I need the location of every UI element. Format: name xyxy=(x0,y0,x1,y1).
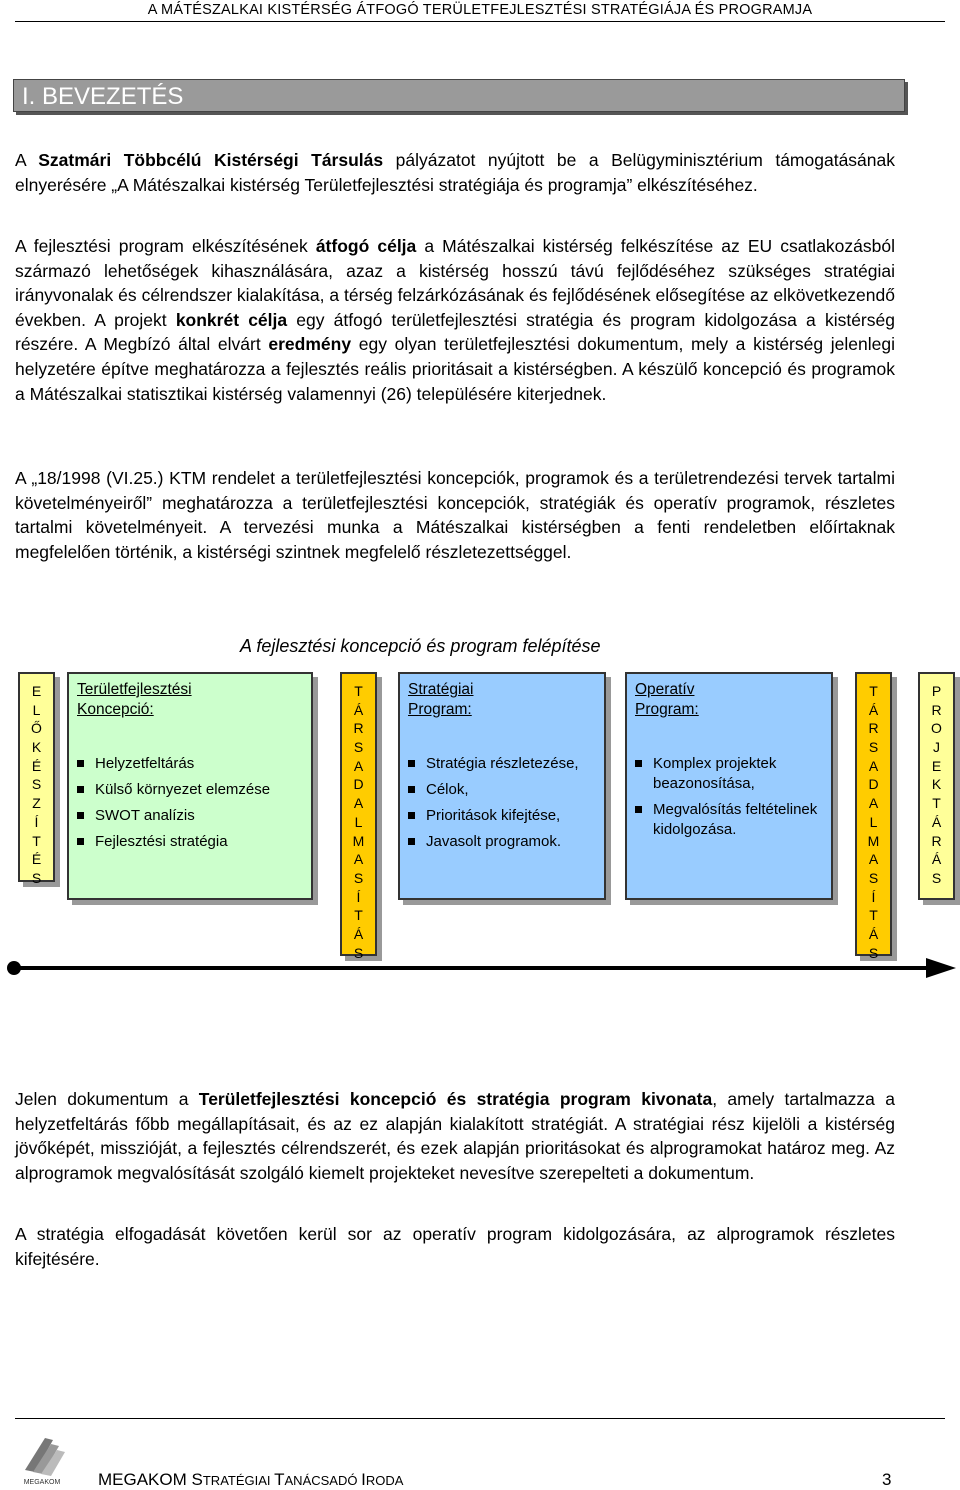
operative-list xyxy=(635,754,831,846)
vertical-letter: R xyxy=(868,720,879,737)
vertical-letter: Á xyxy=(353,701,364,718)
vertical-letter: É xyxy=(31,851,42,868)
vertical-letter: Á xyxy=(931,851,942,868)
vertical-letter: R xyxy=(931,701,942,718)
vertical-letter: T xyxy=(932,795,941,812)
vertical-letter: L xyxy=(32,701,41,718)
vertical-letter: S xyxy=(353,739,364,756)
vertical-letter: S xyxy=(353,944,364,961)
section-heading: I. BEVEZETÉS xyxy=(22,83,184,110)
list-item: Komplex projektek beazonosítása, xyxy=(635,754,831,794)
project-column xyxy=(918,672,955,900)
vertical-letter: E xyxy=(931,757,942,774)
vertical-letter: D xyxy=(353,776,364,793)
vertical-letter: K xyxy=(31,739,42,756)
footer-company: MEGAKOM STRATÉGIAI TANÁCSADÓ IRODA xyxy=(98,1470,404,1489)
list-item: Helyzetfeltárás xyxy=(77,754,270,774)
concept-box xyxy=(67,672,313,900)
vertical-letter: Í xyxy=(356,888,361,905)
operative-program-box xyxy=(625,672,833,900)
vertical-letter: T xyxy=(869,907,878,924)
vertical-letter: R xyxy=(353,720,364,737)
vertical-letter: Á xyxy=(931,813,942,830)
page-number: 3 xyxy=(882,1470,892,1489)
diagram-title: A fejlesztési koncepció és program felépítése xyxy=(240,636,601,656)
regulation-paragraph: A „18/1998 (VI.25.) KTM rendelet a területfejlesztési koncepciók, programok és a területrendezési tervek tartalmi követelményeiről” meghatározza a területfejlesztési koncepciók, stratégiák és operatív programok, részletes tartalmi követelményeit. A tervezési munka a Mátészalkai kistérségben a fenti rendeletben előírtaknak megfelelően történik, a kistérségi szintnek megfelelő részletezettséggel. xyxy=(15,468,895,562)
vertical-letter: S xyxy=(868,944,879,961)
document-paragraph: Jelen dokumentum a Területfejlesztési koncepció és stratégia program kivonata, amely tartalmazza a helyzetfeltárás főbb megállapításait, és az ez alapján kialakított stratégiát. A stratégiai rész kijelöli a kistérség jövőképét, misszióját, a fejlesztés célrendszerét, és ezek alapján prioritásokat és alprogramokat határoz meg. Az alprogramok megvalósítását szolgáló kiemelt projekteket nevesítve szerepelteti a dokumentum. xyxy=(15,1089,895,1183)
vertical-letter: A xyxy=(353,757,364,774)
preparation-column xyxy=(18,672,55,886)
vertical-letter: T xyxy=(354,907,363,924)
vertical-letter: K xyxy=(931,776,942,793)
strategic-list xyxy=(408,754,579,858)
vertical-letter: S xyxy=(353,869,364,886)
vertical-letter: A xyxy=(353,851,364,868)
list-item: Célok, xyxy=(408,780,579,800)
svg-text:MEGAKOM: MEGAKOM xyxy=(23,1479,61,1485)
vertical-letter: T xyxy=(869,683,878,699)
running-header: A MÁTÉSZALKAI KISTÉRSÉG ÁTFOGÓ TERÜLETFEJLESZTÉSI STRATÉGIÁJA ÉS PROGRAMJA xyxy=(15,2,945,22)
vertical-letter: D xyxy=(868,776,879,793)
vertical-letter: É xyxy=(31,757,42,774)
vertical-letter: Á xyxy=(868,925,879,942)
operative-heading: Operatív Program: xyxy=(635,681,699,718)
vertical-letter: Í xyxy=(871,888,876,905)
vertical-letter: Á xyxy=(353,925,364,942)
list-item: SWOT analízis xyxy=(77,806,270,826)
intro-paragraph: A Szatmári Többcélú Kistérségi Társulás pályázatot nyújtott be a Belügyminisztérium támogatásának elnyerésére „A Mátészalkai kistérség Területfejlesztési stratégiája és programja” elkészítéséhez. xyxy=(15,150,895,195)
vertical-letter: S xyxy=(31,869,42,886)
vertical-letter: J xyxy=(933,739,940,756)
megakom-logo xyxy=(15,1430,70,1485)
association-name: Szatmári Többcélú Kistérségi Társulás xyxy=(38,150,384,170)
vertical-letter: A xyxy=(868,851,879,868)
vertical-letter: R xyxy=(931,832,942,849)
list-item: Stratégia részletezése, xyxy=(408,754,579,774)
vertical-letter: Í xyxy=(34,813,39,830)
vertical-letter: M xyxy=(867,832,880,849)
vertical-letter: A xyxy=(868,795,879,812)
vertical-letter: Á xyxy=(868,701,879,718)
vertical-letter: A xyxy=(353,795,364,812)
goal-paragraph: A fejlesztési program elkészítésének átfogó célja a Mátészalkai kistérség felkészítése az EU csatlakozásból származó lehetőségek kihasználására, azaz a kistérség hosszú távú fejlődéséhez szükséges stratégiai irányvonalak és célrendszer kialakítása, a térség felzárkózásának és fejlődésének elősegítése az elkövetkezendő években. A projekt konkrét célja egy átfogó területfejlesztési stratégia és program kidolgozása a kistérség részére. A Megbízó által elvárt eredmény egy olyan területfejlesztési dokumentum, mely a kistérség jelenlegi helyzetére építve meghatározza a fejlesztés reális prioritásait a kistérségben. A készülő koncepció és programok a Mátészalkai statisztikai kistérség valamennyi (26) településére kiterjednek. xyxy=(15,236,896,404)
vertical-letter: T xyxy=(32,832,41,849)
vertical-letter: S xyxy=(868,739,879,756)
socialization-column-1 xyxy=(340,672,377,961)
section-heading-bar xyxy=(13,79,905,112)
list-item: Külső környezet elemzése xyxy=(77,780,270,800)
vertical-letter: E xyxy=(31,683,42,699)
vertical-letter: S xyxy=(868,869,879,886)
socialization-column-2 xyxy=(855,672,892,961)
vertical-letter: L xyxy=(354,813,363,830)
vertical-letter: M xyxy=(352,832,365,849)
vertical-letter: O xyxy=(931,720,942,737)
timeline-arrowhead xyxy=(926,958,956,978)
vertical-letter: A xyxy=(868,757,879,774)
list-item: Fejlesztési stratégia xyxy=(77,832,270,852)
vertical-letter: S xyxy=(31,776,42,793)
timeline-arrow xyxy=(0,955,960,985)
vertical-letter: Z xyxy=(32,795,41,812)
footer-rule xyxy=(15,1418,945,1419)
strategic-program-box xyxy=(398,672,606,900)
list-item: Megvalósítás feltételinek kidolgozása. xyxy=(635,800,831,840)
vertical-letter: Ő xyxy=(31,720,42,737)
closing-paragraph: A stratégia elfogadását követően kerül sor az operatív program kidolgozására, az alprogramok részletes kifejtésére. xyxy=(15,1224,895,1269)
vertical-letter: S xyxy=(931,869,942,886)
concept-list xyxy=(77,754,270,858)
vertical-letter: T xyxy=(354,683,363,699)
strategic-heading: Stratégiai Program: xyxy=(408,681,474,718)
list-item: Prioritások kifejtése, xyxy=(408,806,579,826)
concept-heading: Területfejlesztési Koncepció: xyxy=(77,681,192,718)
vertical-letter: L xyxy=(869,813,878,830)
vertical-letter: P xyxy=(931,683,942,699)
list-item: Javasolt programok. xyxy=(408,832,579,852)
